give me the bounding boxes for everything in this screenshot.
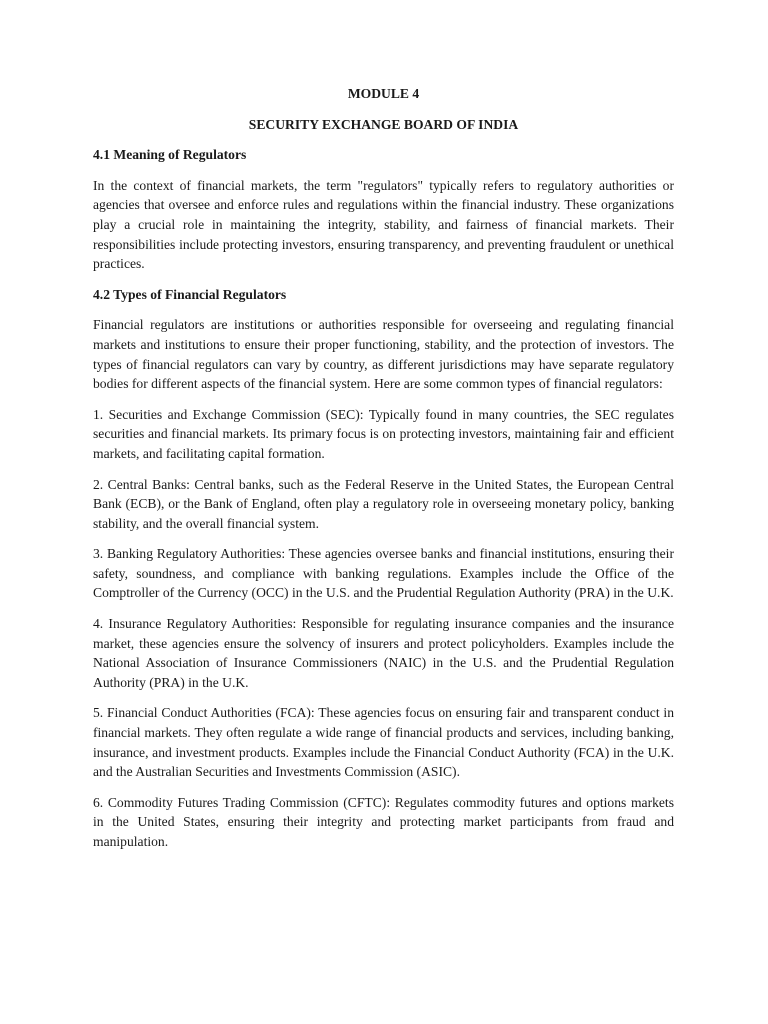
list-item-central-banks: 2. Central Banks: Central banks, such as the Federal Reserve in the United States, the European Central Bank (ECB), or the Bank of England, often play a regulatory role in overseeing monetary policy, banking stability, and the overall financial system. bbox=[93, 476, 674, 531]
list-item-banking-regulators: 3. Banking Regulatory Authorities: These agencies oversee banks and financial institutions, ensuring their safety, soundness, and compliance with banking regulations. Examples include the Office of the Comptroller of the Currency (OCC) in the U.S. and the Prudential Regulation Authority (PRA) in the U.K. bbox=[93, 546, 674, 601]
list-item-sec: 1. Securities and Exchange Commission (SEC): Typically found in many countries, the SEC regulates securities and financial markets. Its primary focus is on protecting investors, maintaining fair and efficient markets, and facilitating capital formation. bbox=[93, 406, 674, 461]
list-item-cftc: 6. Commodity Futures Trading Commission (CFTC): Regulates commodity futures and options markets in the United States, ensuring their integrity and protecting market participants from fraud and manipulation. bbox=[93, 794, 674, 849]
list-item-fca: 5. Financial Conduct Authorities (FCA): These agencies focus on ensuring fair and transparent conduct in financial markets. They often regulate a wide range of financial products and services, including banking, insurance, and investment products. Examples include the Financial Conduct Authority (FCA) in the U.K. and the Australian Securities and Investments Commission (ASIC). bbox=[93, 705, 674, 780]
document-page bbox=[93, 84, 674, 863]
section-heading-meaning-of-regulators: 4.1 Meaning of Regulators bbox=[93, 147, 247, 163]
list-item-insurance-regulators: 4. Insurance Regulatory Authorities: Responsible for regulating insurance companies and the insurance market, these agencies ensure the solvency of insurers and protect policyholders. Examples include the National Association of Insurance Commissioners (NAIC) in the U.S. and the Prudential Regulation Authority (PRA) in the U.K. bbox=[93, 616, 674, 690]
section-heading-types-of-regulators: 4.2 Types of Financial Regulators bbox=[93, 286, 287, 302]
document-title: SECURITY EXCHANGE BOARD OF INDIA bbox=[248, 116, 519, 132]
paragraph-meaning-of-regulators: In the context of financial markets, the term "regulators" typically refers to regulatory authorities or agencies that oversee and enforce rules and regulations within the financial industry. These organizations play a crucial role in maintaining the integrity, stability, and fairness of financial markets. Their responsibilities include protecting investors, ensuring transparency, and preventing fraudulent or unethical practices. bbox=[93, 177, 674, 272]
module-label: MODULE 4 bbox=[347, 86, 420, 101]
paragraph-types-intro: Financial regulators are institutions or authorities responsible for overseeing and regulating financial markets and institutions to ensure their proper functioning, stability, and the protection of investors. The types of financial regulators can vary by country, as different jurisdictions may have separate regulatory bodies for different aspects of the financial system. Here are some common types of financial regulators: bbox=[93, 317, 674, 392]
